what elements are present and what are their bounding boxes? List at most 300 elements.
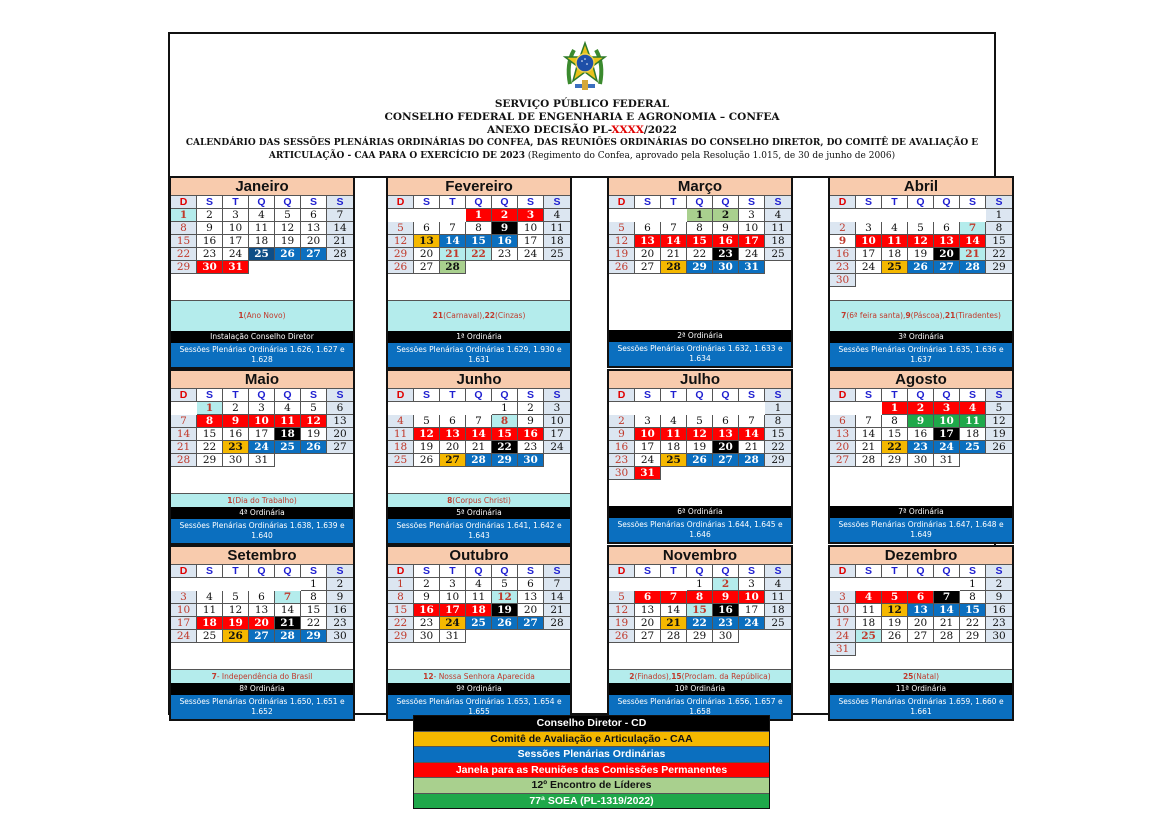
month-title: Janeiro [171,178,353,196]
day-cell: 3 [249,402,275,415]
day-cell: 16 [414,604,440,617]
empty-cell [882,209,908,222]
day-cell: 23 [908,441,934,454]
day-cell: 16 [986,604,1012,617]
weekday-header: S [414,565,440,578]
weekday-header: S [856,196,882,209]
empty-cell [466,261,492,274]
empty-cell [635,402,661,415]
day-cell: 22 [301,617,327,630]
empty-cell [908,274,934,287]
day-cell: 2 [713,578,739,591]
empty-cell [544,261,570,274]
empty-cell [440,209,466,222]
empty-cell [609,578,635,591]
empty-cell [687,467,713,480]
day-cell: 26 [223,630,249,643]
empty-cell [830,209,856,222]
ordinaria-label: 9ª Ordinária [388,683,570,695]
empty-cell [934,209,960,222]
weekday-header: S [327,389,353,402]
day-cell: 19 [687,441,713,454]
weekday-header: S [518,389,544,402]
empty-cell [275,261,301,274]
empty-cell [765,261,791,274]
day-cell: 28 [327,248,353,261]
day-cell: 9 [609,428,635,441]
day-cell: 12 [301,415,327,428]
day-cell: 1 [687,578,713,591]
day-cell: 27 [934,261,960,274]
day-cell: 18 [765,235,791,248]
weekday-header: S [960,565,986,578]
day-cell: 24 [440,617,466,630]
empty-cell [934,274,960,287]
header-line-4: CALENDÁRIO DAS SESSÕES PLENÁRIAS ORDINÁRIAS DO CONFEA, DAS REUNIÕES ORDINÁRIAS DO CONSELHO DIRETOR, DO COMITÊ DE AVALIAÇÃO E ARTICULAÇÃO - CAA PARA O EXERCÍCIO DE 2023 (Regimento do Confea, aprovado pela Resolução 1.015, de 30 de junho de 2006) [185,138,979,161]
day-cell: 23 [518,441,544,454]
day-cell: 1 [960,578,986,591]
day-cell: 22 [466,248,492,261]
day-cell: 12 [908,235,934,248]
month-title: Fevereiro [388,178,570,196]
day-cell: 27 [414,261,440,274]
day-cell: 21 [661,248,687,261]
day-cell: 20 [908,617,934,630]
day-cell: 17 [830,617,856,630]
day-cell: 25 [197,630,223,643]
day-cell: 12 [609,235,635,248]
weekday-header: D [388,196,414,209]
day-cell: 25 [765,617,791,630]
day-cell: 11 [388,428,414,441]
day-cell: 20 [830,441,856,454]
day-cell: 23 [492,248,518,261]
ordinaria-label: Instalação Conselho Diretor [171,331,353,343]
day-cell: 4 [544,209,570,222]
weekday-header: Q [492,389,518,402]
document-header [170,34,994,178]
day-cell: 28 [960,261,986,274]
day-cell: 29 [388,248,414,261]
day-cell: 26 [609,630,635,643]
day-cell: 14 [856,428,882,441]
empty-cell [661,467,687,480]
empty-cell [440,402,466,415]
day-cell: 4 [765,209,791,222]
sessoes-plenarias-label: Sessões Plenárias Ordinárias 1.629, 1.930 e 1.631 [388,343,570,367]
weekday-header: T [440,565,466,578]
day-cell: 6 [635,222,661,235]
decision-number-placeholder: XXXX [611,124,644,136]
day-cell: 17 [635,441,661,454]
empty-cell [908,209,934,222]
day-cell: 7 [661,591,687,604]
weekday-header: S [856,389,882,402]
day-cell: 29 [765,454,791,467]
day-cell: 18 [856,617,882,630]
day-cell: 26 [414,454,440,467]
empty-cell [986,454,1012,467]
day-cell: 19 [301,428,327,441]
day-cell: 10 [223,222,249,235]
day-cell: 30 [327,630,353,643]
day-cell: 2 [327,578,353,591]
sessoes-plenarias-label: Sessões Plenárias Ordinárias 1.644, 1.645 e 1.646 [609,518,791,542]
day-cell: 15 [687,604,713,617]
day-cell: 6 [908,591,934,604]
day-cell: 3 [856,222,882,235]
weekday-header: T [440,389,466,402]
day-cell: 24 [830,630,856,643]
sessoes-plenarias-label: Sessões Plenárias Ordinárias 1.638, 1.639 e 1.640 [171,519,353,543]
weekday-header: S [986,196,1012,209]
empty-cell [661,402,687,415]
day-cell: 21 [440,248,466,261]
day-cell: 15 [960,604,986,617]
weekday-header: T [223,389,249,402]
day-cell: 10 [830,604,856,617]
day-cell: 13 [713,428,739,441]
day-cell: 17 [544,428,570,441]
month-fevereiro [386,176,572,369]
day-cell: 7 [960,222,986,235]
month-grid [609,196,791,274]
day-cell: 3 [739,209,765,222]
holiday-note: 21 (Carnaval), 22 (Cinzas) [388,300,570,331]
day-cell: 9 [713,222,739,235]
day-cell: 1 [466,209,492,222]
day-cell: 21 [856,441,882,454]
day-cell: 17 [856,248,882,261]
weekday-header: S [301,389,327,402]
weekday-header: Q [687,196,713,209]
day-cell: 7 [327,209,353,222]
day-cell: 25 [765,248,791,261]
weekday-header: D [609,196,635,209]
day-cell: 13 [440,428,466,441]
day-cell: 7 [739,415,765,428]
empty-cell [518,630,544,643]
day-cell: 8 [687,222,713,235]
day-cell: 9 [986,591,1012,604]
day-cell: 16 [908,428,934,441]
weekday-header: T [440,196,466,209]
day-cell: 19 [223,617,249,630]
empty-cell [882,274,908,287]
day-cell: 14 [960,235,986,248]
day-cell: 6 [713,415,739,428]
weekday-header: S [986,389,1012,402]
weekday-header: T [661,565,687,578]
day-cell: 20 [301,235,327,248]
sessoes-plenarias-label: Sessões Plenárias Ordinárias 1.632, 1.633 e 1.634 [609,342,791,366]
weekday-header: T [661,389,687,402]
month-grid [830,196,1012,287]
grid-filler [388,643,570,669]
day-cell: 5 [492,578,518,591]
day-cell: 17 [739,235,765,248]
day-cell: 30 [986,630,1012,643]
weekday-header: S [544,565,570,578]
empty-cell [960,643,986,656]
day-cell: 9 [197,222,223,235]
day-cell: 12 [223,604,249,617]
day-cell: 2 [830,222,856,235]
weekday-header: D [388,565,414,578]
day-cell: 19 [908,248,934,261]
holiday-note: 1 (Ano Novo) [171,300,353,331]
day-cell: 2 [518,402,544,415]
day-cell: 26 [609,261,635,274]
day-cell: 24 [934,441,960,454]
day-cell: 29 [388,630,414,643]
day-cell: 14 [544,591,570,604]
empty-cell [687,402,713,415]
day-cell: 5 [609,222,635,235]
day-cell: 15 [388,604,414,617]
day-cell: 26 [301,441,327,454]
holiday-note [609,493,791,506]
grid-filler [171,467,353,493]
legend-item: 77ª SOEA (PL-1319/2022) [414,794,769,809]
day-cell: 21 [934,617,960,630]
weekday-header: S [635,565,661,578]
day-cell: 30 [414,630,440,643]
empty-cell [197,578,223,591]
day-cell: 1 [882,402,908,415]
empty-cell [609,402,635,415]
weekday-header: Q [934,389,960,402]
empty-cell [249,261,275,274]
day-cell: 3 [518,209,544,222]
day-cell: 12 [388,235,414,248]
day-cell: 11 [856,604,882,617]
day-cell: 27 [635,630,661,643]
ordinaria-label: 6ª Ordinária [609,506,791,518]
day-cell: 10 [635,428,661,441]
grid-filler [171,274,353,300]
day-cell: 24 [739,248,765,261]
ordinaria-label: 1ª Ordinária [388,331,570,343]
day-cell: 9 [908,415,934,428]
day-cell: 15 [301,604,327,617]
day-cell: 23 [713,617,739,630]
weekday-header: S [197,389,223,402]
weekday-header: Q [934,565,960,578]
day-cell: 28 [466,454,492,467]
day-cell: 11 [275,415,301,428]
weekday-header: S [765,565,791,578]
holiday-note: 2 (Finados), 15 (Proclam. da República) [609,669,791,683]
day-cell: 23 [223,441,249,454]
grid-filler [609,643,791,669]
day-cell: 9 [518,415,544,428]
day-cell: 9 [492,222,518,235]
day-cell: 28 [275,630,301,643]
day-cell: 18 [882,248,908,261]
empty-cell [908,578,934,591]
day-cell: 21 [275,617,301,630]
empty-cell [327,454,353,467]
empty-cell [544,630,570,643]
weekday-header: S [301,196,327,209]
day-cell: 13 [908,604,934,617]
month-grid [609,565,791,643]
day-cell: 21 [960,248,986,261]
month-novembro [607,545,793,721]
day-cell: 1 [197,402,223,415]
day-cell: 15 [197,428,223,441]
day-cell: 14 [275,604,301,617]
day-cell: 29 [687,261,713,274]
day-cell: 20 [635,248,661,261]
day-cell: 19 [986,428,1012,441]
empty-cell [171,578,197,591]
weekday-header: T [661,196,687,209]
day-cell: 1 [388,578,414,591]
month-title: Outubro [388,547,570,565]
day-cell: 14 [171,428,197,441]
ordinaria-label: 11ª Ordinária [830,683,1012,695]
holiday-note: 7 - Independência do Brasil [171,669,353,683]
day-cell: 22 [388,617,414,630]
day-cell: 20 [518,604,544,617]
day-cell: 4 [661,415,687,428]
day-cell: 10 [440,591,466,604]
day-cell: 18 [661,441,687,454]
day-cell: 9 [223,415,249,428]
weekday-header: S [197,196,223,209]
empty-cell [327,261,353,274]
grid-filler [830,287,1012,300]
weekday-header: S [765,196,791,209]
day-cell: 11 [765,591,791,604]
day-cell: 31 [739,261,765,274]
day-cell: 31 [934,454,960,467]
day-cell: 5 [687,415,713,428]
day-cell: 8 [960,591,986,604]
day-cell: 2 [492,209,518,222]
day-cell: 24 [223,248,249,261]
legend-item: Comitê de Avaliação e Articulação - CAA [414,732,769,748]
day-cell: 3 [544,402,570,415]
day-cell: 6 [414,222,440,235]
day-cell: 26 [687,454,713,467]
weekday-header: S [635,196,661,209]
month-title: Abril [830,178,1012,196]
empty-cell [301,454,327,467]
day-cell: 10 [934,415,960,428]
empty-cell [661,578,687,591]
day-cell: 6 [327,402,353,415]
day-cell: 5 [388,222,414,235]
day-cell: 11 [661,428,687,441]
day-cell: 25 [388,454,414,467]
day-cell: 13 [414,235,440,248]
day-cell: 16 [492,235,518,248]
day-cell: 20 [414,248,440,261]
day-cell: 20 [249,617,275,630]
weekday-header: D [830,565,856,578]
day-cell: 8 [388,591,414,604]
day-cell: 10 [544,415,570,428]
day-cell: 8 [466,222,492,235]
day-cell: 7 [661,222,687,235]
day-cell: 10 [739,591,765,604]
day-cell: 28 [440,261,466,274]
day-cell: 8 [492,415,518,428]
day-cell: 17 [934,428,960,441]
day-cell: 23 [713,248,739,261]
day-cell: 12 [986,415,1012,428]
month-grid [388,196,570,274]
day-cell: 28 [739,454,765,467]
day-cell: 24 [856,261,882,274]
day-cell: 6 [301,209,327,222]
weekday-header: D [171,565,197,578]
day-cell: 22 [687,617,713,630]
day-cell: 11 [249,222,275,235]
month-title: Agosto [830,371,1012,389]
day-cell: 23 [414,617,440,630]
empty-cell [661,209,687,222]
day-cell: 24 [518,248,544,261]
day-cell: 4 [197,591,223,604]
day-cell: 15 [492,428,518,441]
grid-filler [171,643,353,669]
weekday-header: D [609,565,635,578]
weekday-header: Q [275,196,301,209]
day-cell: 16 [713,235,739,248]
day-cell: 25 [249,248,275,261]
day-cell: 1 [492,402,518,415]
empty-cell [275,454,301,467]
day-cell: 29 [197,454,223,467]
month-grid [171,565,353,643]
ordinaria-label: 4ª Ordinária [171,507,353,519]
day-cell: 23 [830,261,856,274]
day-cell: 23 [327,617,353,630]
day-cell: 12 [609,604,635,617]
day-cell: 18 [765,604,791,617]
day-cell: 5 [275,209,301,222]
day-cell: 27 [830,454,856,467]
empty-cell [466,402,492,415]
weekday-header: S [414,389,440,402]
day-cell: 8 [197,415,223,428]
ordinaria-label: 5ª Ordinária [388,507,570,519]
day-cell: 14 [327,222,353,235]
day-cell: 8 [765,415,791,428]
weekday-header: Q [713,565,739,578]
day-cell: 19 [882,617,908,630]
ordinaria-label: 7ª Ordinária [830,506,1012,518]
weekday-header: Q [687,565,713,578]
sessoes-plenarias-label: Sessões Plenárias Ordinárias 1.635, 1.636 e 1.637 [830,343,1012,367]
day-cell: 6 [440,415,466,428]
ordinaria-label: 8ª Ordinária [171,683,353,695]
calendar-document [168,32,1006,716]
month-setembro [169,545,355,721]
weekday-header: Q [249,389,275,402]
brazil-coat-of-arms-icon [562,40,608,96]
empty-cell [739,467,765,480]
day-cell: 27 [301,248,327,261]
day-cell: 13 [249,604,275,617]
day-cell: 27 [635,261,661,274]
day-cell: 18 [544,235,570,248]
day-cell: 25 [856,630,882,643]
